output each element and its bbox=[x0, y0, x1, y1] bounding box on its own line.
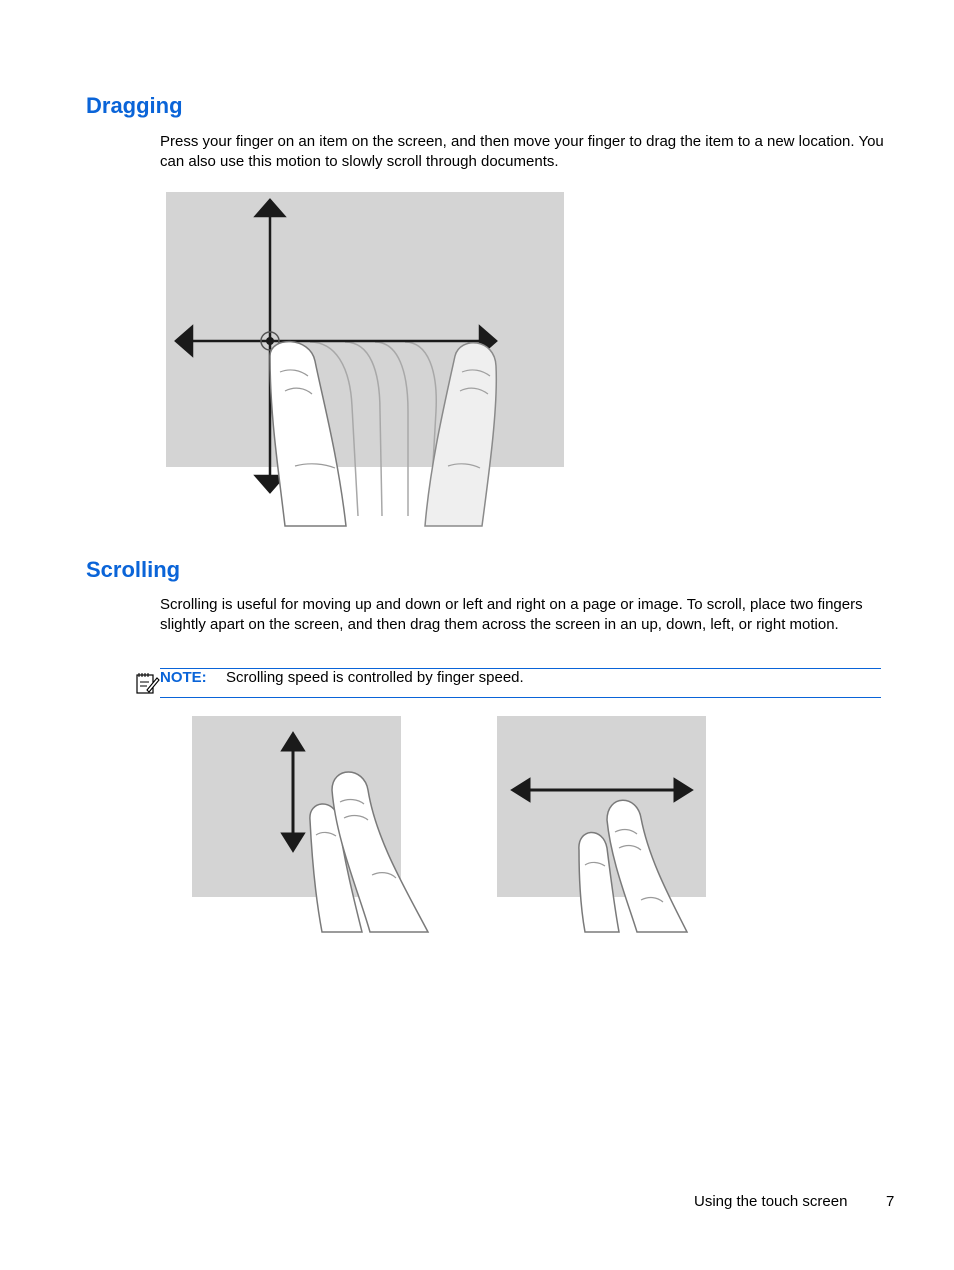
footer-chapter-title: Using the touch screen bbox=[694, 1193, 848, 1210]
scrolling-description: Scrolling is useful for moving up and down or left and right on a page or image. To scroll, place two fingers slightly apart on the screen, and then drag them across the screen in an up, down, left, or right motion. bbox=[160, 596, 863, 633]
note-text: Scrolling speed is controlled by finger speed. bbox=[226, 669, 524, 686]
section-heading-scrolling: Scrolling bbox=[86, 557, 181, 582]
page-number: 7 bbox=[886, 1193, 895, 1210]
horizontal-scroll-gesture-illustration bbox=[491, 710, 721, 940]
dragging-description: Press your finger on an item on the screen, and then move your finger to drag the item to a new location. You can also use this motion to slowly scroll through documents. bbox=[160, 133, 884, 170]
touch-screen-area bbox=[166, 192, 564, 467]
vertical-scroll-gesture-illustration bbox=[186, 710, 436, 940]
dragging-gesture-illustration bbox=[160, 186, 580, 536]
section-heading-dragging: Dragging bbox=[86, 93, 183, 118]
note-pencil-icon bbox=[134, 670, 160, 696]
note-label: NOTE: bbox=[160, 669, 207, 686]
